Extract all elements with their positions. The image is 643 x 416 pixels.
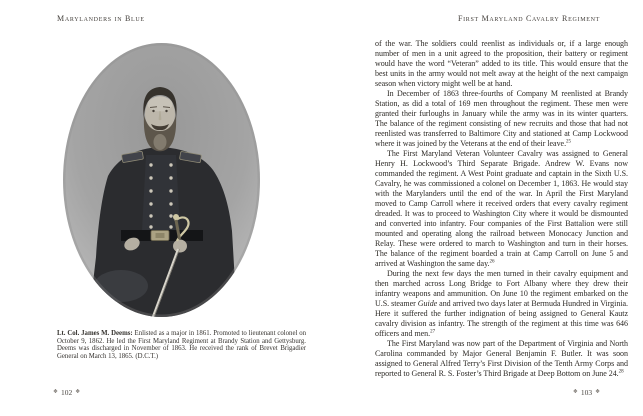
fleuron-icon: ❖ — [53, 388, 58, 395]
footnote-number: 26 — [489, 259, 495, 265]
caption-subject: Lt. Col. James M. Deems: — [57, 330, 133, 337]
photo-caption — [57, 330, 306, 361]
page-number-right: 103 — [580, 388, 593, 397]
text-run: The First Maryland Veteran Volunteer Cavalry was assigned to General Henry H. Lockwood’s Third Separate Brigade. Andrew W. Evans now commanded the regiment. A West Point graduate and captain in the Sixth U.S. Cavalry, he was commissioned a colonel on December 1, 1863. He would stay with the Marylanders until the end of the war. In April the First Maryland moved to Camp Carroll where it received orders that every cavalry regiment dreaded. It was to proceed to Washington City where it would be dismounted and converted into infantry. Four companies of the First Battalion were still mounted and operating along the railroad between Monocacy Junction and Relay. These were ordered to march to Washington and turn in their horses. The balance of the regiment boarded a train at Camp Carroll on June 5 and arrived at Washington the same day. — [375, 149, 628, 268]
text-run: In December of 1863 three-fourths of Company M reenlisted at Brandy Station, as did a total of 169 men throughout the regiment. These men were granted their furloughs in January while the army was in its winter quarters. The balance of the regiment consisting of new recruits and those that had not reenlisted was transferred to Baltimore City and stationed at Camp Lockwood where it was joined by the Veterans at the end of their leave. — [375, 89, 628, 148]
body-text — [375, 39, 628, 379]
fleuron-icon: ❖ — [75, 388, 81, 395]
text-run: and arrived two days later at Bermuda Hundred in Virginia. Here it suffered the further indignation of being assigned to General Kautz cavalry division as infantry. The strength of the regiment at this time was 646 officers and men. — [375, 299, 628, 338]
right-eye — [165, 110, 167, 112]
running-head-right: First Maryland Cavalry Regiment — [457, 14, 600, 23]
caption-text: Enlisted as a major in 1861. Promoted to lieutenant colonel on October 9, 1862. He led the First Maryland Regiment at Brandy Station and Gettysburg. Deems was discharged in November of 1863. He received the rank of Brevet Brigadier General on March 13, 1865. (D.C.T.) — [57, 330, 307, 361]
fleuron-icon: ❖ — [572, 388, 578, 395]
text-run: of the war. The soldiers could reenlist as individuals or, if a large enough number of men in a unit agreed to the proposition, their battery or regiment would have the word “Veteran” added to its title. This would ensure that the best units in the army would not melt away at the height of the next campaign season when victory might well be at hand. — [375, 39, 628, 88]
folio-right — [573, 388, 600, 397]
portrait-photo — [63, 43, 260, 317]
paragraph — [375, 269, 628, 339]
running-head-left: Marylanders in Blue — [57, 14, 145, 23]
paragraph — [375, 89, 628, 149]
paragraph — [375, 39, 628, 89]
head — [143, 87, 176, 151]
paragraph — [375, 339, 628, 379]
text-run: The First Maryland was now part of the Department of Virginia and North Carolina commanded by Major General Benjamin F. Butler. It was soon assigned to General Alfred Terry’s First Division of the Tenth Army Corps and reported to General R. S. Foster’s Third Brigade at Deep Bottom on June 24. — [375, 339, 628, 378]
left-hand — [173, 240, 187, 253]
footnote-number: 28 — [618, 369, 624, 375]
fleuron-icon: ❖ — [595, 388, 600, 395]
chest-panel — [142, 155, 180, 231]
oval-portrait-image — [63, 43, 260, 317]
folio-left — [53, 388, 80, 397]
buckle-center — [156, 233, 165, 238]
italic-text: Guide — [417, 299, 438, 308]
text-run: During the next few days the men turned in their cavalry equipment and then marched across Long Bridge to Fort Albany where they drew their infantry weapons and ammunition. On June 10 the regiment embarked on the U.S. steamer — [375, 269, 628, 308]
left-eye — [152, 110, 154, 112]
footnote-number: 25 — [566, 139, 571, 145]
page-number-left: 102 — [60, 388, 73, 397]
paragraph — [375, 149, 628, 269]
footnote-number: 27 — [430, 329, 436, 335]
beard-highlight — [154, 134, 167, 150]
forehead — [148, 97, 173, 112]
